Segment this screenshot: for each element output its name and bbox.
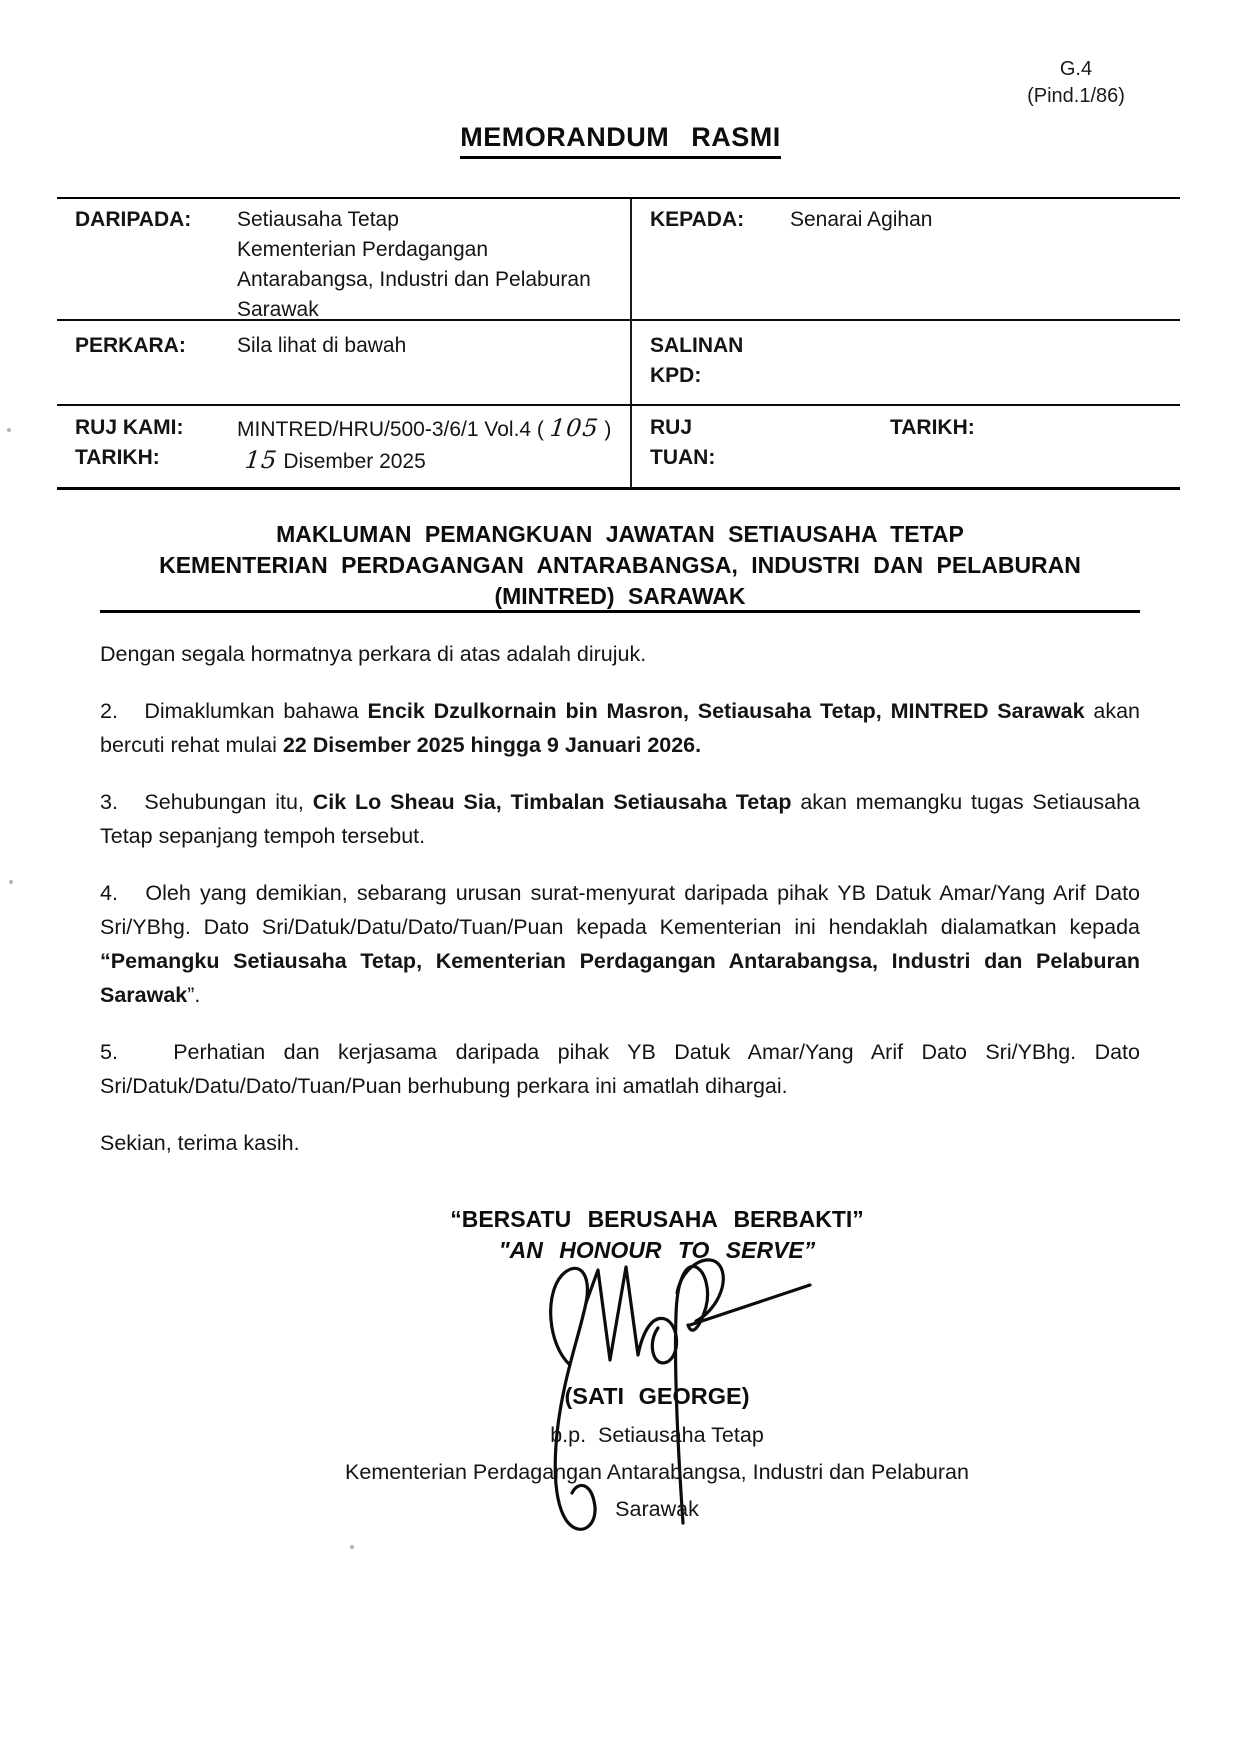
signatory-org-line1: Kementerian Perdagangan Antarabangsa, Industri dan Pelaburan (345, 1460, 969, 1484)
signatory-on-behalf: b.p. Setiausaha Tetap (550, 1423, 764, 1447)
paragraph-intro: Dengan segala hormatnya perkara di atas adalah dirujuk. (100, 642, 647, 666)
cell-kepada (632, 199, 1180, 319)
ruj-kami-values (237, 413, 624, 487)
tarikh-month-year: Disember 2025 (277, 450, 426, 473)
form-code: G.4 (1059, 58, 1093, 80)
paragraph-4: 4. Oleh yang demikian, sebarang urusan surat-menyurat daripada pihak YB Datuk Amar/Yang Arif Dato Sri/YBhg. Dato Sri/Datuk/Datu/Dato/Tuan/Puan kepada Kementerian ini hendaklah dialamatkan kepada “Pemangku Setiausaha Tetap, Kementerian Perdagangan Antarabangsa, Industri dan Pelaburan Sarawak”. (100, 881, 1140, 1007)
tarikh-label: TARIKH: (75, 446, 160, 469)
ruj-number-handwritten: 105 (548, 414, 601, 442)
daripada-line: Kementerian Perdagangan (237, 238, 489, 261)
paragraph-2: 2. Dimaklumkan bahawa Encik Dzulkornain bin Masron, Setiausaha Tetap, MINTRED Sarawak akan bercuti rehat mulai 22 Disember 2025 hingga 9 Januari 2026. (100, 699, 1140, 757)
subject-heading (100, 519, 1140, 612)
ruj-kami-labels (75, 413, 237, 487)
tarikh-right-label: TARIKH: (890, 416, 975, 439)
daripada-label: DARIPADA: (75, 208, 192, 231)
tarikh-day-handwritten: 15 (243, 446, 280, 474)
table-row-daripada-kepada (57, 199, 1180, 321)
cell-ruj-kami (57, 406, 632, 487)
signatory-block (137, 1383, 1177, 1528)
kepada-value: Senarai Agihan (790, 208, 933, 231)
cell-daripada (57, 199, 632, 319)
motto-line1: “BERSATU BERUSAHA BERBAKTI” (450, 1206, 864, 1232)
table-row-ruj-tarikh (57, 406, 1180, 487)
cell-ruj-tuan (632, 406, 1180, 487)
paragraph-closing: Sekian, terima kasih. (100, 1131, 300, 1155)
ruj-tuan-line2: TUAN: (650, 446, 716, 469)
ruj-number-close: ) (598, 418, 612, 441)
daripada-value (237, 205, 624, 319)
ruj-tuan-line1: RUJ (650, 416, 693, 439)
paragraph-3: 3. Sehubungan itu, Cik Lo Sheau Sia, Timbalan Setiausaha Tetap akan memangku tugas Setiausaha Tetap sepanjang tempoh tersebut. (100, 790, 1141, 848)
scan-speck (9, 880, 13, 884)
ruj-number: MINTRED/HRU/500-3/6/1 Vol.4 ( (237, 418, 550, 441)
subject-line2: KEMENTERIAN PERDAGANGAN ANTARABANGSA, INDUSTRI DAN PELABURAN (159, 552, 1081, 578)
perkara-value: Sila lihat di bawah (237, 334, 407, 357)
memo-header-table (57, 197, 1180, 490)
daripada-line: Antarabangsa, Industri dan Pelaburan (237, 268, 591, 291)
motto-line2: "AN HONOUR TO SERVE” (498, 1237, 816, 1263)
salinan-label-line2: KPD: (650, 364, 702, 387)
body-paragraphs (100, 637, 1140, 1183)
salinan-label-line1: SALINAN (650, 334, 744, 357)
subject-underline (100, 610, 1140, 613)
perkara-label: PERKARA: (75, 334, 186, 357)
cell-salinan (632, 321, 1180, 404)
form-ref-block (1016, 56, 1136, 110)
ruj-kami-label: RUJ KAMI: (75, 416, 184, 439)
tarikh-value (237, 445, 624, 477)
subject-line1: MAKLUMAN PEMANGKUAN JAWATAN SETIAUSAHA TETAP (276, 521, 964, 547)
cell-perkara (57, 321, 632, 404)
signatory-org-line2: Sarawak (615, 1497, 699, 1521)
kepada-label: KEPADA: (650, 208, 745, 231)
signatory-name: (SATI GEORGE) (564, 1383, 750, 1409)
scan-speck (7, 428, 11, 432)
form-revision: (Pind.1/86) (1027, 85, 1125, 107)
scan-speck (350, 1545, 354, 1549)
page-title: MEMORANDUM RASMI (460, 122, 780, 159)
daripada-line: Sarawak (237, 298, 319, 321)
table-row-perkara-salinan (57, 321, 1180, 406)
motto-block (137, 1204, 1177, 1266)
subject-line3: (MINTRED) SARAWAK (494, 583, 746, 609)
daripada-line: Setiausaha Tetap (237, 208, 399, 231)
ruj-tuan-labels (650, 413, 890, 487)
paragraph-5: 5. Perhatian dan kerjasama daripada pihak YB Datuk Amar/Yang Arif Dato Sri/YBhg. Dato Sri/Datuk/Datu/Dato/Tuan/Puan berhubung perkara ini amatlah dihargai. (100, 1040, 1140, 1098)
ruj-kami-value (237, 413, 624, 445)
title-row (0, 122, 1241, 159)
